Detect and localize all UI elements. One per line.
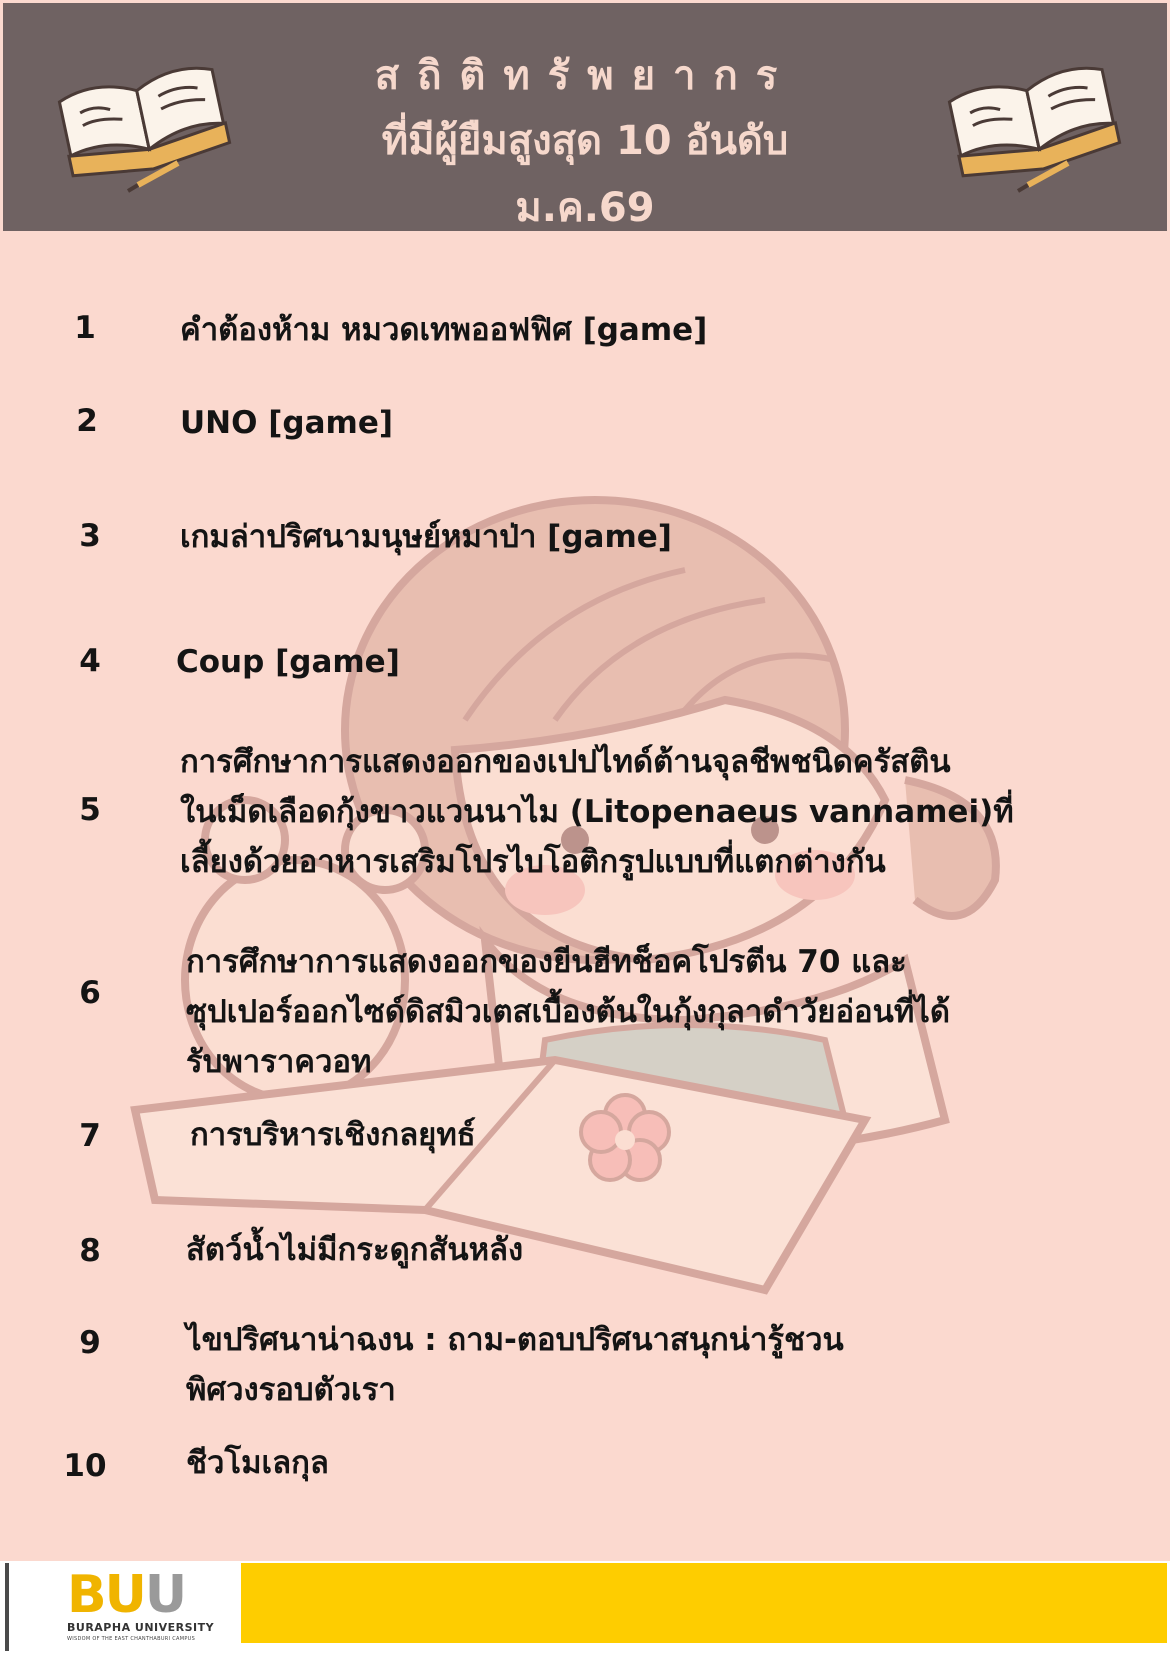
item-title xyxy=(186,1225,1086,1275)
university-logo xyxy=(5,1563,241,1651)
logo-mark: BU xyxy=(67,1565,145,1625)
item-title-line: การศึกษาการแสดงออกของยีนฮีทช็อคโปรตีน 70 และ xyxy=(186,944,907,980)
item-title-line: รับพาราควอท xyxy=(186,1044,372,1080)
item-title xyxy=(180,512,1080,562)
rank-number: 5 xyxy=(79,792,101,828)
rank-number: 3 xyxy=(79,518,101,554)
rank-number: 2 xyxy=(76,403,98,439)
item-title xyxy=(180,737,1100,887)
item-title-line: การบริหารเชิงกลยุทธ์ xyxy=(190,1117,476,1153)
footer-accent-bar xyxy=(240,1563,1167,1643)
item-title-line: UNO [game] xyxy=(180,405,394,441)
item-title xyxy=(180,305,1080,355)
rank-number: 7 xyxy=(79,1118,101,1154)
item-title-line: Coup [game] xyxy=(176,644,400,680)
open-book-icon xyxy=(933,45,1133,195)
item-title-line: ไขปริศนาน่าฉงน : ถาม-ตอบปริศนาสนุกน่ารู้ชวน xyxy=(186,1322,844,1358)
item-title-line: คำต้องห้าม หมวดเทพออฟฟิศ [game] xyxy=(180,312,708,348)
item-title xyxy=(190,1110,1090,1160)
item-title xyxy=(176,637,1076,687)
item-title xyxy=(186,1438,1086,1488)
logo-university-name: BURAPHA UNIVERSITY xyxy=(67,1621,215,1634)
item-title-line: เกมล่าปริศนามนุษย์หมาป่า [game] xyxy=(180,519,672,555)
item-title-line: เลี้ยงด้วยอาหารเสริมโปรไบโอติกรูปแบบที่แตกต่างกัน xyxy=(180,844,886,880)
item-title-line: สัตว์น้ำไม่มีกระดูกสันหลัง xyxy=(186,1232,524,1268)
rank-number: 4 xyxy=(79,643,101,679)
item-title xyxy=(186,937,1106,1087)
item-title xyxy=(186,1315,1086,1415)
page-subtitle: ที่มีผู้ยืมสูงสุด 10 อันดับ xyxy=(381,118,789,164)
header-banner xyxy=(3,3,1167,231)
page-title: สถิติทรัพยากร xyxy=(374,53,796,99)
rank-number: 9 xyxy=(79,1325,101,1361)
period-label: ม.ค.69 xyxy=(515,185,655,231)
open-book-icon xyxy=(43,45,243,195)
rank-number: 1 xyxy=(74,310,96,346)
logo-mark-u: U xyxy=(144,1565,186,1625)
item-title-line: ซุปเปอร์ออกไซด์ดิสมิวเตสเบื้องต้นในกุ้งกุลาดำวัยอ่อนที่ได้ xyxy=(186,994,951,1030)
rank-number: 6 xyxy=(79,975,101,1011)
item-title-line: ชีวโมเลกุล xyxy=(186,1445,329,1481)
item-title-line: การศึกษาการแสดงออกของเปปไทด์ต้านจุลชีพชนิดครัสติน xyxy=(180,744,951,780)
item-title-line: ในเม็ดเลือดกุ้งขาวแวนนาไม (Litopenaeus vannamei)ที่ xyxy=(180,794,1014,830)
item-title xyxy=(180,398,1080,448)
item-title-line: พิศวงรอบตัวเรา xyxy=(186,1372,396,1408)
logo-tagline: WISDOM OF THE EAST CHANTHABURI CAMPUS xyxy=(67,1636,196,1642)
rank-number: 10 xyxy=(63,1448,107,1484)
rank-number: 8 xyxy=(79,1233,101,1269)
